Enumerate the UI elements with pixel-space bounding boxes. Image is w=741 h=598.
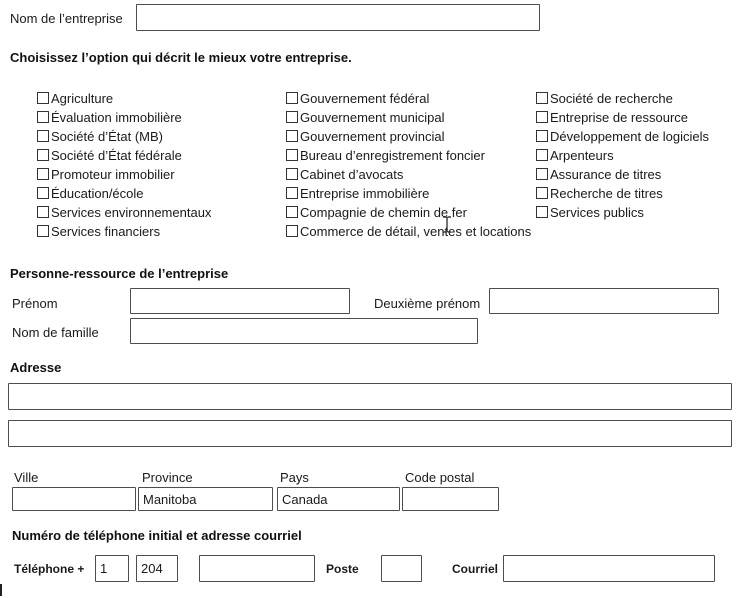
checkbox-item-gouvernement-provincial: [286, 127, 445, 145]
checkbox-item-entreprise-immobiliere: [286, 184, 429, 202]
checkbox-label: Services environnementaux: [51, 204, 212, 220]
extension-input[interactable]: [381, 555, 422, 582]
checkbox[interactable]: [37, 225, 49, 237]
last-name-input[interactable]: [130, 318, 478, 344]
checkbox-item-evaluation-immobiliere: [37, 108, 182, 126]
checkbox[interactable]: [286, 130, 298, 142]
checkbox-item-services-financiers: [37, 222, 160, 240]
checkbox-label: Entreprise de ressource: [550, 109, 689, 125]
email-input[interactable]: [503, 555, 715, 582]
middle-name-label: Deuxième prénom: [374, 296, 481, 311]
checkbox-item-societe-de-recherche: [536, 89, 673, 107]
i-beam-cursor: [441, 216, 453, 233]
checkbox[interactable]: [286, 225, 298, 237]
checkbox[interactable]: [37, 187, 49, 199]
checkbox[interactable]: [286, 92, 298, 104]
checkbox-item-assurance-de-titres: [536, 165, 661, 183]
checkbox[interactable]: [37, 111, 49, 123]
checkbox-label: Promoteur immobilier: [51, 166, 175, 182]
checkbox[interactable]: [536, 92, 548, 104]
checkbox-label: Agriculture: [51, 90, 114, 106]
first-name-label: Prénom: [12, 296, 58, 311]
checkbox[interactable]: [37, 130, 49, 142]
checkbox-item-promoteur-immobilier: [37, 165, 175, 183]
checkbox-item-commerce-detail: [286, 222, 531, 240]
extension-label: Poste: [326, 562, 359, 576]
phone-area-code-input[interactable]: [136, 555, 178, 582]
checkbox-label: Gouvernement municipal: [300, 109, 445, 125]
checkbox-label: Entreprise immobilière: [300, 185, 430, 201]
checkbox-label: Développement de logiciels: [550, 128, 709, 144]
checkbox-item-gouvernement-municipal: [286, 108, 445, 126]
address-section-heading: Adresse: [10, 360, 62, 375]
phone-country-code-input[interactable]: [95, 555, 129, 582]
checkbox[interactable]: [286, 168, 298, 180]
checkbox-item-compagnie-chemin-de-fer: [286, 203, 467, 221]
phone-email-section-heading: Numéro de téléphone initial et adresse courriel: [12, 528, 302, 543]
phone-number-input[interactable]: [199, 555, 315, 582]
contact-section-heading: Personne-ressource de l’entreprise: [10, 266, 229, 281]
checkbox[interactable]: [536, 130, 548, 142]
last-name-label: Nom de famille: [12, 325, 99, 340]
checkbox-label: Gouvernement fédéral: [300, 90, 430, 106]
checkbox-item-entreprise-de-ressource: [536, 108, 688, 126]
checkbox-item-services-environnementaux: [37, 203, 211, 221]
checkbox-item-services-publics: [536, 203, 644, 221]
checkbox-item-education-ecole: [37, 184, 144, 202]
checkbox[interactable]: [536, 168, 548, 180]
checkbox-label: Arpenteurs: [550, 147, 614, 163]
city-label: Ville: [14, 470, 39, 485]
checkbox-label: Commerce de détail, ventes et locations: [300, 223, 532, 239]
checkbox-label: Compagnie de chemin de fer: [300, 204, 467, 220]
checkbox[interactable]: [536, 206, 548, 218]
checkbox[interactable]: [286, 206, 298, 218]
checkbox[interactable]: [536, 111, 548, 123]
postal-code-input[interactable]: [402, 487, 499, 511]
checkbox-item-cabinet-avocats: [286, 165, 403, 183]
country-label: Pays: [280, 470, 309, 485]
postal-code-label: Code postal: [405, 470, 475, 485]
province-label: Province: [142, 470, 193, 485]
first-name-input[interactable]: [130, 288, 350, 314]
checkbox[interactable]: [536, 149, 548, 161]
checkbox-label: Éducation/école: [51, 185, 144, 201]
checkbox[interactable]: [37, 149, 49, 161]
checkbox-item-societe-etat-mb: [37, 127, 163, 145]
checkbox-label: Assurance de titres: [550, 166, 662, 182]
checkbox-item-bureau-enregistrement-foncier: [286, 146, 485, 164]
checkbox[interactable]: [37, 168, 49, 180]
checkbox-label: Société de recherche: [550, 90, 673, 106]
checkbox-label: Évaluation immobilière: [51, 109, 182, 125]
city-input[interactable]: [12, 487, 136, 511]
checkbox-item-arpenteurs: [536, 146, 614, 164]
checkbox-label: Gouvernement provincial: [300, 128, 445, 144]
checkbox[interactable]: [286, 149, 298, 161]
checkbox[interactable]: [286, 111, 298, 123]
checkbox[interactable]: [536, 187, 548, 199]
checkbox-label: Services financiers: [51, 223, 161, 239]
checkbox-label: Services publics: [550, 204, 644, 220]
category-section-heading: Choisissez l’option qui décrit le mieux votre entreprise.: [10, 50, 352, 65]
phone-label: Téléphone +: [14, 562, 85, 576]
company-name-label: Nom de l’entreprise: [10, 11, 123, 26]
checkbox-item-gouvernement-federal: [286, 89, 429, 107]
checkbox[interactable]: [286, 187, 298, 199]
checkbox-label: Société d’État fédérale: [51, 147, 182, 163]
checkbox-item-societe-etat-federale: [37, 146, 182, 164]
checkbox-label: Société d’État (MB): [51, 128, 163, 144]
address-line2-input[interactable]: [8, 420, 732, 447]
address-line1-input[interactable]: [8, 383, 732, 410]
checkbox-label: Bureau d’enregistrement foncier: [300, 147, 485, 163]
text-cursor-artifact: [0, 584, 2, 596]
company-name-input[interactable]: [136, 4, 540, 31]
checkbox-item-developpement-logiciels: [536, 127, 709, 145]
country-input[interactable]: [277, 487, 400, 511]
middle-name-input[interactable]: [489, 288, 719, 314]
checkbox[interactable]: [37, 206, 49, 218]
province-input[interactable]: [138, 487, 273, 511]
email-label: Courriel: [452, 562, 499, 576]
checkbox[interactable]: [37, 92, 49, 104]
checkbox-item-agriculture: [37, 89, 113, 107]
checkbox-label: Cabinet d’avocats: [300, 166, 404, 182]
checkbox-label: Recherche de titres: [550, 185, 663, 201]
checkbox-item-recherche-de-titres: [536, 184, 663, 202]
